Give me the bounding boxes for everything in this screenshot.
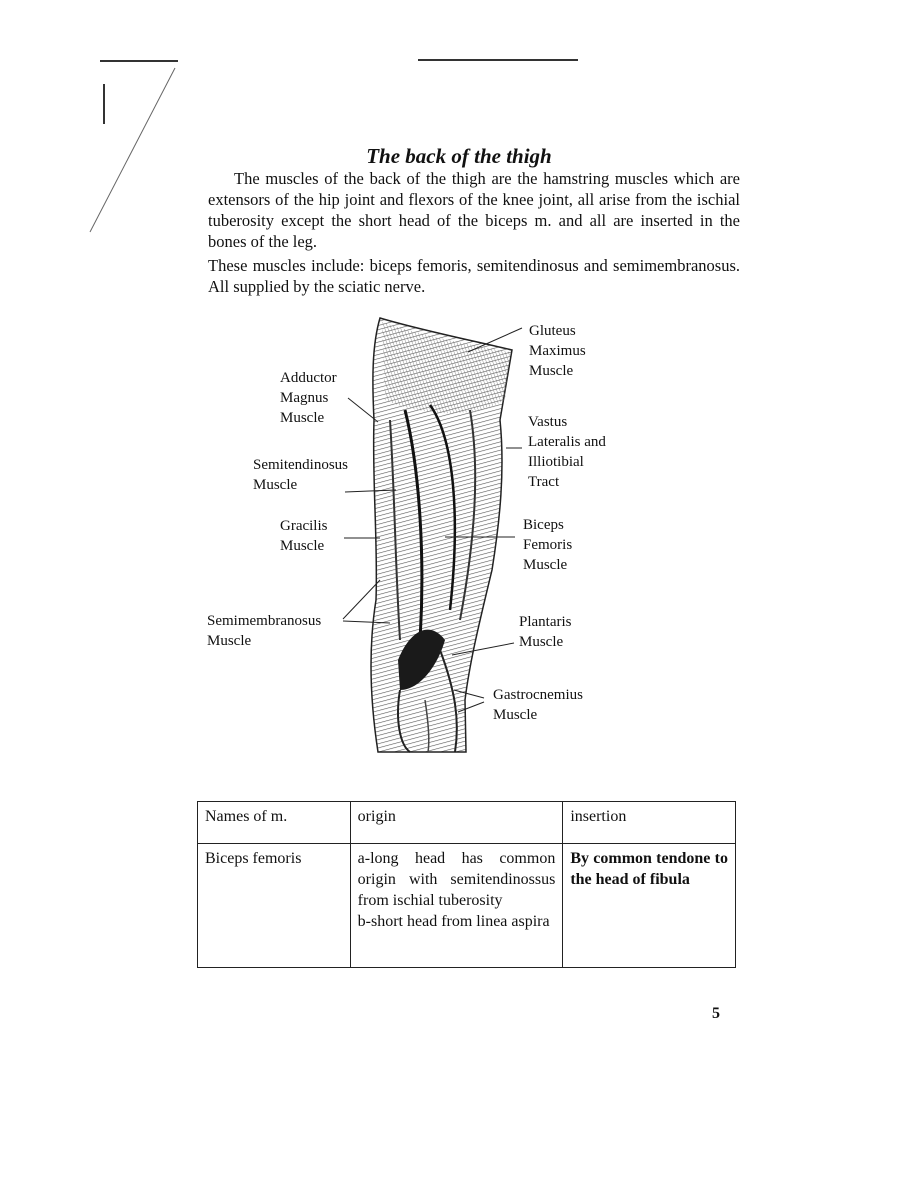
intro-paragraph-text: The muscles of the back of the thigh are the hamstring muscles which are extensors of the hip joint and flexors of the knee joint, all arise from the ischial tuberosity except the short head of the biceps m. and all are inserted in the bones of the leg. [208, 169, 740, 251]
label-semimembranosus: Semimembranosus Muscle [207, 613, 322, 649]
label-plantaris: Plantaris Muscle [519, 614, 572, 650]
label-biceps-femoris: Biceps Femoris Muscle [523, 517, 573, 573]
label-gluteus-maximus: Gluteus Maximus Muscle [529, 323, 586, 379]
header-names: Names of m. [198, 802, 351, 844]
label-gastrocnemius: Gastrocnemius Muscle [493, 687, 583, 723]
table-header-row [198, 802, 736, 844]
page-title: The back of the thigh [366, 144, 552, 168]
cell-muscle-name: Biceps femoris [198, 844, 351, 968]
page-number: 5 [712, 1005, 720, 1022]
muscles-table [197, 801, 736, 968]
muscles-paragraph: These muscles include: biceps femoris, semitendinosus and semimembranosus. All supplied by the sciatic nerve. [208, 256, 740, 296]
header-insertion: insertion [563, 802, 736, 844]
label-semitendinosus: Semitendinosus Muscle [253, 457, 349, 493]
cell-insertion: By common tendone to the head of fibula [563, 844, 736, 968]
origin-long-head: a-long head has common origin with semitendinossus from ischial tuberosity [357, 850, 556, 909]
cell-origin [350, 844, 563, 968]
header-origin: origin [350, 802, 563, 844]
table-row [198, 844, 736, 968]
label-vastus-lateralis: Vastus Lateralis and Illiotibial Tract [528, 414, 606, 490]
label-gracilis: Gracilis Muscle [280, 518, 328, 554]
origin-short-head: b-short head from linea aspira [357, 913, 550, 930]
label-adductor-magnus: Adductor Magnus Muscle [280, 370, 337, 426]
